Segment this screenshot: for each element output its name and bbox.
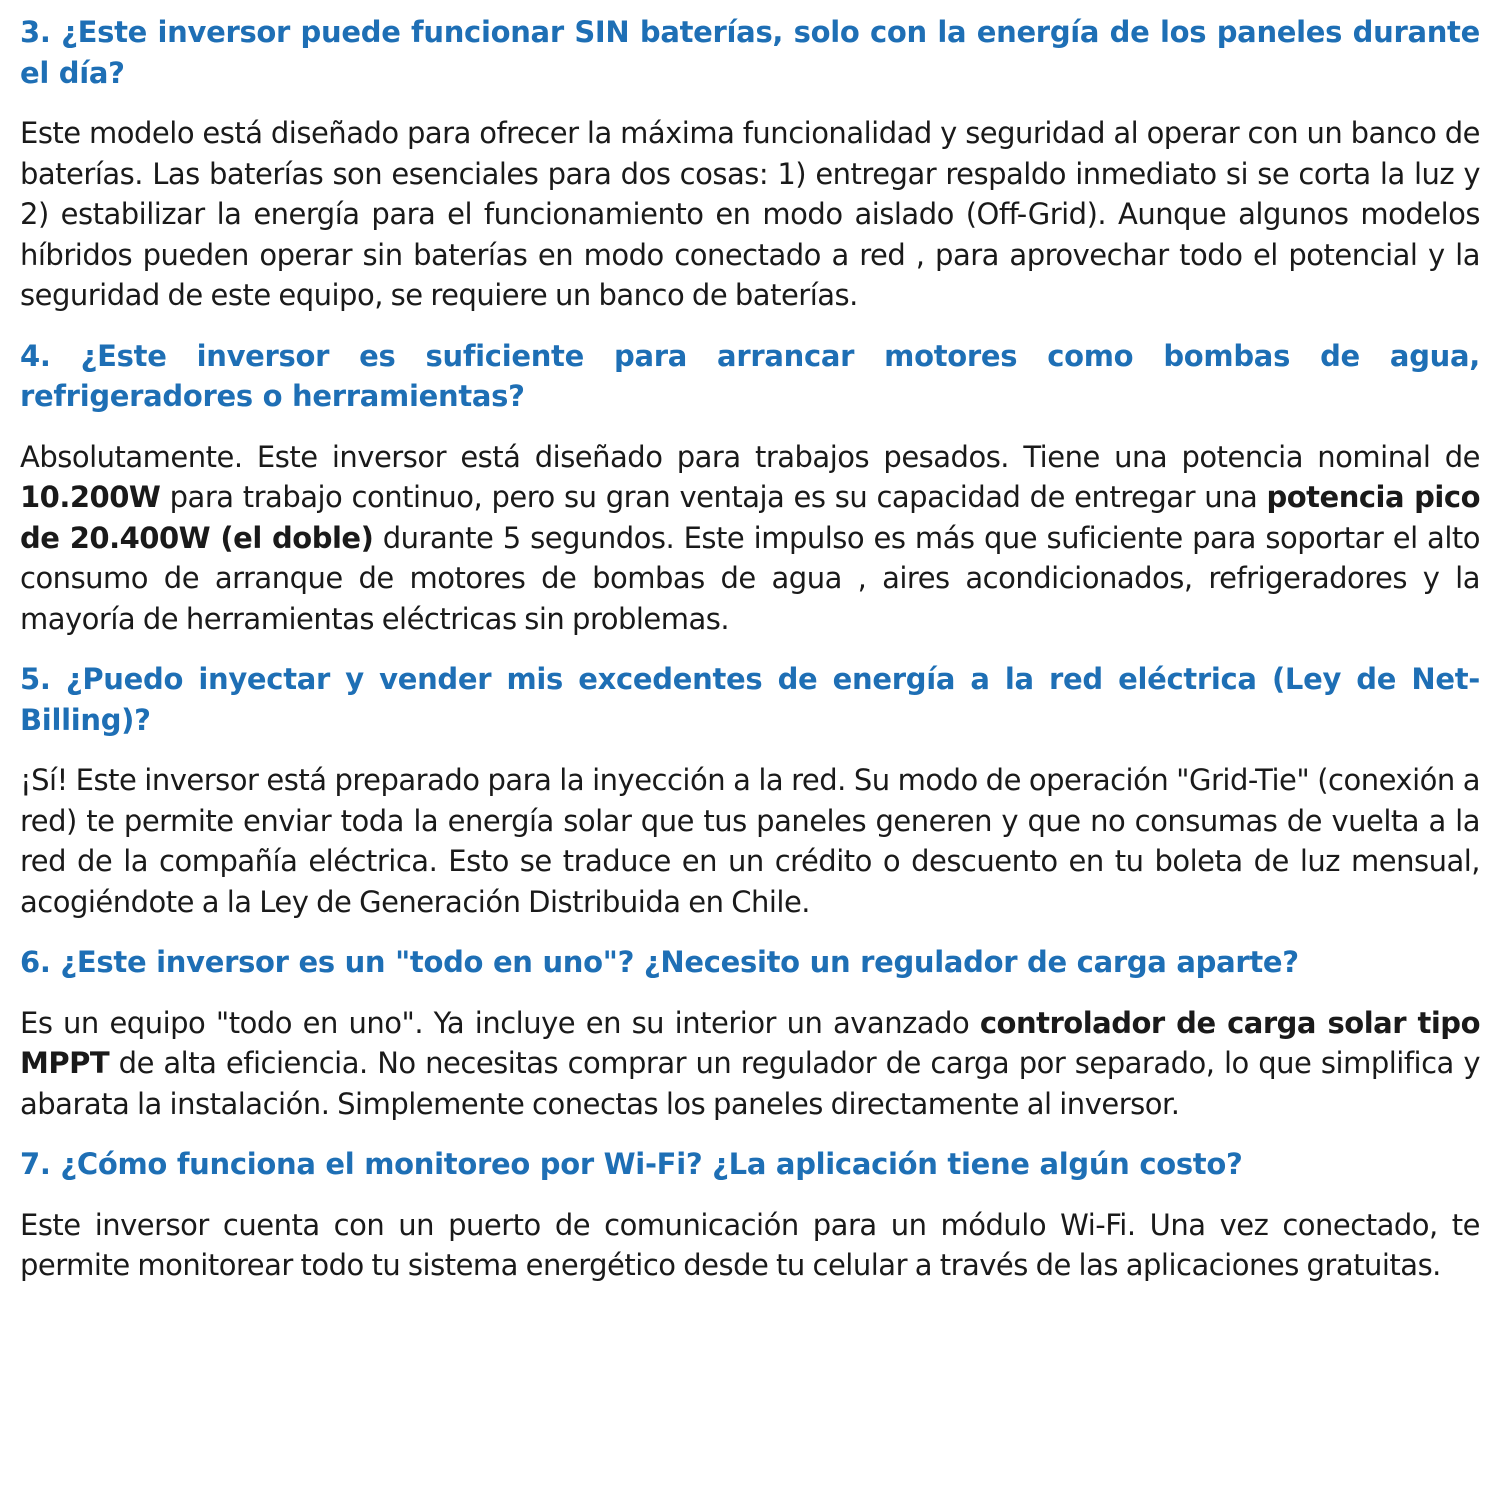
faq-answer-5-text: ¡Sí! Este inversor está preparado para la inyección a la red. Su modo de operación "Grid-Tie" (conexión a red) te permite enviar toda la energía solar que tus paneles generen y que no consumas de vuelta a la red de la compañía eléctrica. Esto se traduce en un crédito o descuento en tu boleta de luz mensual, acogiéndote a la Ley de Generación Distribuida en Chile. xyxy=(20,763,1480,919)
faq-answer-4-text-1: Absolutamente. Este inversor está diseñado para trabajos pesados. Tiene una potencia nominal de xyxy=(20,439,1480,474)
faq-answer-6-mppt-controller: controlador de carga solar tipo MPPT xyxy=(20,1005,1480,1080)
faq-answer-7-text: Este inversor cuenta con un puerto de comunicación para un módulo Wi-Fi. Una vez conectado, te permite monitorear todo tu sistema energético desde tu celular a través de las aplicaciones gratuitas. xyxy=(20,1207,1480,1282)
faq-question-6: 6. ¿Este inversor es un "todo en uno"? ¿Necesito un regulador de carga aparte? xyxy=(20,945,1299,979)
faq-answer-4 xyxy=(20,437,1480,640)
faq-answer-6-text-2: de alta eficiencia. No necesitas comprar un regulador de carga por separado, lo que simplifica y abarata la instalación. Simplemente conectas los paneles directamente al inversor. xyxy=(20,1046,1480,1121)
faq-answer-4-nominal-power: 10.200W xyxy=(20,480,161,514)
faq-question-3: 3. ¿Este inversor puede funcionar SIN baterías, solo con la energía de los paneles durante el día? xyxy=(20,15,1480,90)
faq-question-7: 7. ¿Cómo funciona el monitoreo por Wi-Fi? ¿La aplicación tiene algún costo? xyxy=(20,1147,1243,1181)
faq-answer-6 xyxy=(20,1003,1480,1125)
faq-question-5: 5. ¿Puedo inyectar y vender mis excedentes de energía a la red eléctrica (Ley de Net-Billing)? xyxy=(20,662,1480,737)
faq-answer-7 xyxy=(20,1205,1480,1286)
faq-question-4: 4. ¿Este inversor es suficiente para arrancar motores como bombas de agua, refrigeradores o herramientas? xyxy=(20,338,1480,413)
faq-answer-4-peak-power: potencia pico de 20.400W (el doble) xyxy=(20,480,1480,555)
faq-answer-4-text-2: para trabajo continuo, pero su gran ventaja es su capacidad de entregar una xyxy=(160,480,1267,514)
faq-answer-4-text-3: durante 5 segundos. Este impulso es más que suficiente para soportar el alto consumo de arranque de motores de bombas de agua , aires acondicionados, refrigeradores y la mayoría de herramientas eléctricas sin problemas. xyxy=(20,520,1480,636)
faq-answer-3 xyxy=(20,113,1480,316)
faq-answer-6-text-1: Es un equipo "todo en uno". Ya incluye en su interior un avanzado xyxy=(20,1005,980,1040)
faq-answer-5 xyxy=(20,760,1480,922)
faq-answer-3-text: Este modelo está diseñado para ofrecer la máxima funcionalidad y seguridad al operar con un banco de baterías. Las baterías son esenciales para dos cosas: 1) entregar respaldo inmediato si se corta la luz y 2) estabilizar la energía para el funcionamiento en modo aislado (Off-Grid). Aunque algunos modelos híbridos pueden operar sin baterías en modo conectado a red , para aprovechar todo el potencial y la seguridad de este equipo, se requiere un banco de baterías. xyxy=(20,116,1480,312)
